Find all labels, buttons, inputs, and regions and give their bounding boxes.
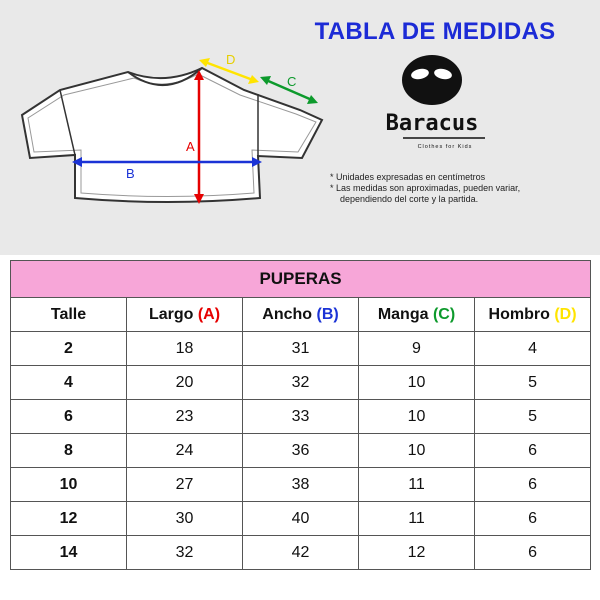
garment-diagram	[0, 0, 330, 230]
cell-manga: 12	[359, 536, 475, 570]
cell-largo: 27	[127, 468, 243, 502]
cell-hombro: 6	[475, 468, 591, 502]
cell-talle: 8	[11, 434, 127, 468]
cell-talle: 14	[11, 536, 127, 570]
cell-hombro: 6	[475, 434, 591, 468]
table-body	[11, 332, 591, 570]
brand-logo	[375, 52, 490, 157]
cell-largo: 30	[127, 502, 243, 536]
cell-ancho: 32	[243, 366, 359, 400]
note-approx: * Las medidas son aproximadas, pueden variar,	[330, 183, 521, 193]
label-d: D	[226, 52, 236, 67]
cell-ancho: 31	[243, 332, 359, 366]
col-header-ancho	[243, 298, 359, 332]
col-header-label: Largo	[148, 305, 198, 323]
table-row	[11, 434, 591, 468]
col-header-label: Manga	[377, 305, 433, 323]
cell-talle: 4	[11, 366, 127, 400]
cell-hombro: 4	[475, 332, 591, 366]
page-title: TABLA DE MEDIDAS	[314, 18, 556, 45]
cell-ancho: 40	[243, 502, 359, 536]
logo-brand-text: Baracus	[385, 111, 479, 136]
cell-hombro: 6	[475, 502, 591, 536]
col-header-label: Talle	[50, 305, 87, 323]
col-header-label: Ancho	[262, 305, 317, 323]
cell-manga: 11	[359, 502, 475, 536]
label-a: A	[186, 139, 195, 154]
cell-talle: 10	[11, 468, 127, 502]
cell-manga: 10	[359, 434, 475, 468]
col-header-letter: (A)	[197, 305, 221, 323]
size-table-container	[10, 260, 590, 592]
cell-talle: 12	[11, 502, 127, 536]
cell-ancho: 42	[243, 536, 359, 570]
garment-outline	[22, 68, 322, 202]
table-row	[11, 400, 591, 434]
col-header-letter: (C)	[432, 305, 456, 323]
cell-talle: 2	[11, 332, 127, 366]
table-row	[11, 536, 591, 570]
col-header-hombro	[475, 298, 591, 332]
cell-manga: 10	[359, 366, 475, 400]
col-header-talle	[11, 298, 127, 332]
table-row	[11, 502, 591, 536]
cell-ancho: 33	[243, 400, 359, 434]
col-header-letter: (D)	[554, 305, 577, 323]
cell-ancho: 38	[243, 468, 359, 502]
cell-hombro: 5	[475, 366, 591, 400]
cell-ancho: 36	[243, 434, 359, 468]
table-row	[11, 468, 591, 502]
col-header-label: Hombro	[488, 305, 555, 323]
cell-hombro: 6	[475, 536, 591, 570]
cell-hombro: 5	[475, 400, 591, 434]
table-header-row	[11, 298, 591, 332]
cell-talle: 6	[11, 400, 127, 434]
cell-largo: 32	[127, 536, 243, 570]
col-header-largo	[127, 298, 243, 332]
cell-largo: 20	[127, 366, 243, 400]
note-approx-cont: dependiendo del corte y la partida.	[340, 194, 479, 204]
label-b: B	[126, 166, 135, 181]
cell-largo: 24	[127, 434, 243, 468]
logo-mask-icon	[402, 55, 462, 105]
label-c: C	[287, 74, 297, 89]
table-row	[11, 332, 591, 366]
cell-manga: 11	[359, 468, 475, 502]
table-row	[11, 366, 591, 400]
table-banner: PUPERAS	[11, 261, 591, 298]
cell-largo: 18	[127, 332, 243, 366]
cell-manga: 9	[359, 332, 475, 366]
logo-tagline: Clothes for Kids	[417, 144, 473, 150]
col-header-manga	[359, 298, 475, 332]
notes-block	[330, 172, 595, 205]
cell-manga: 10	[359, 400, 475, 434]
cell-largo: 23	[127, 400, 243, 434]
note-units: * Unidades expresadas en centímetros	[330, 172, 486, 182]
col-header-letter: (B)	[316, 305, 339, 323]
size-table	[10, 260, 591, 570]
